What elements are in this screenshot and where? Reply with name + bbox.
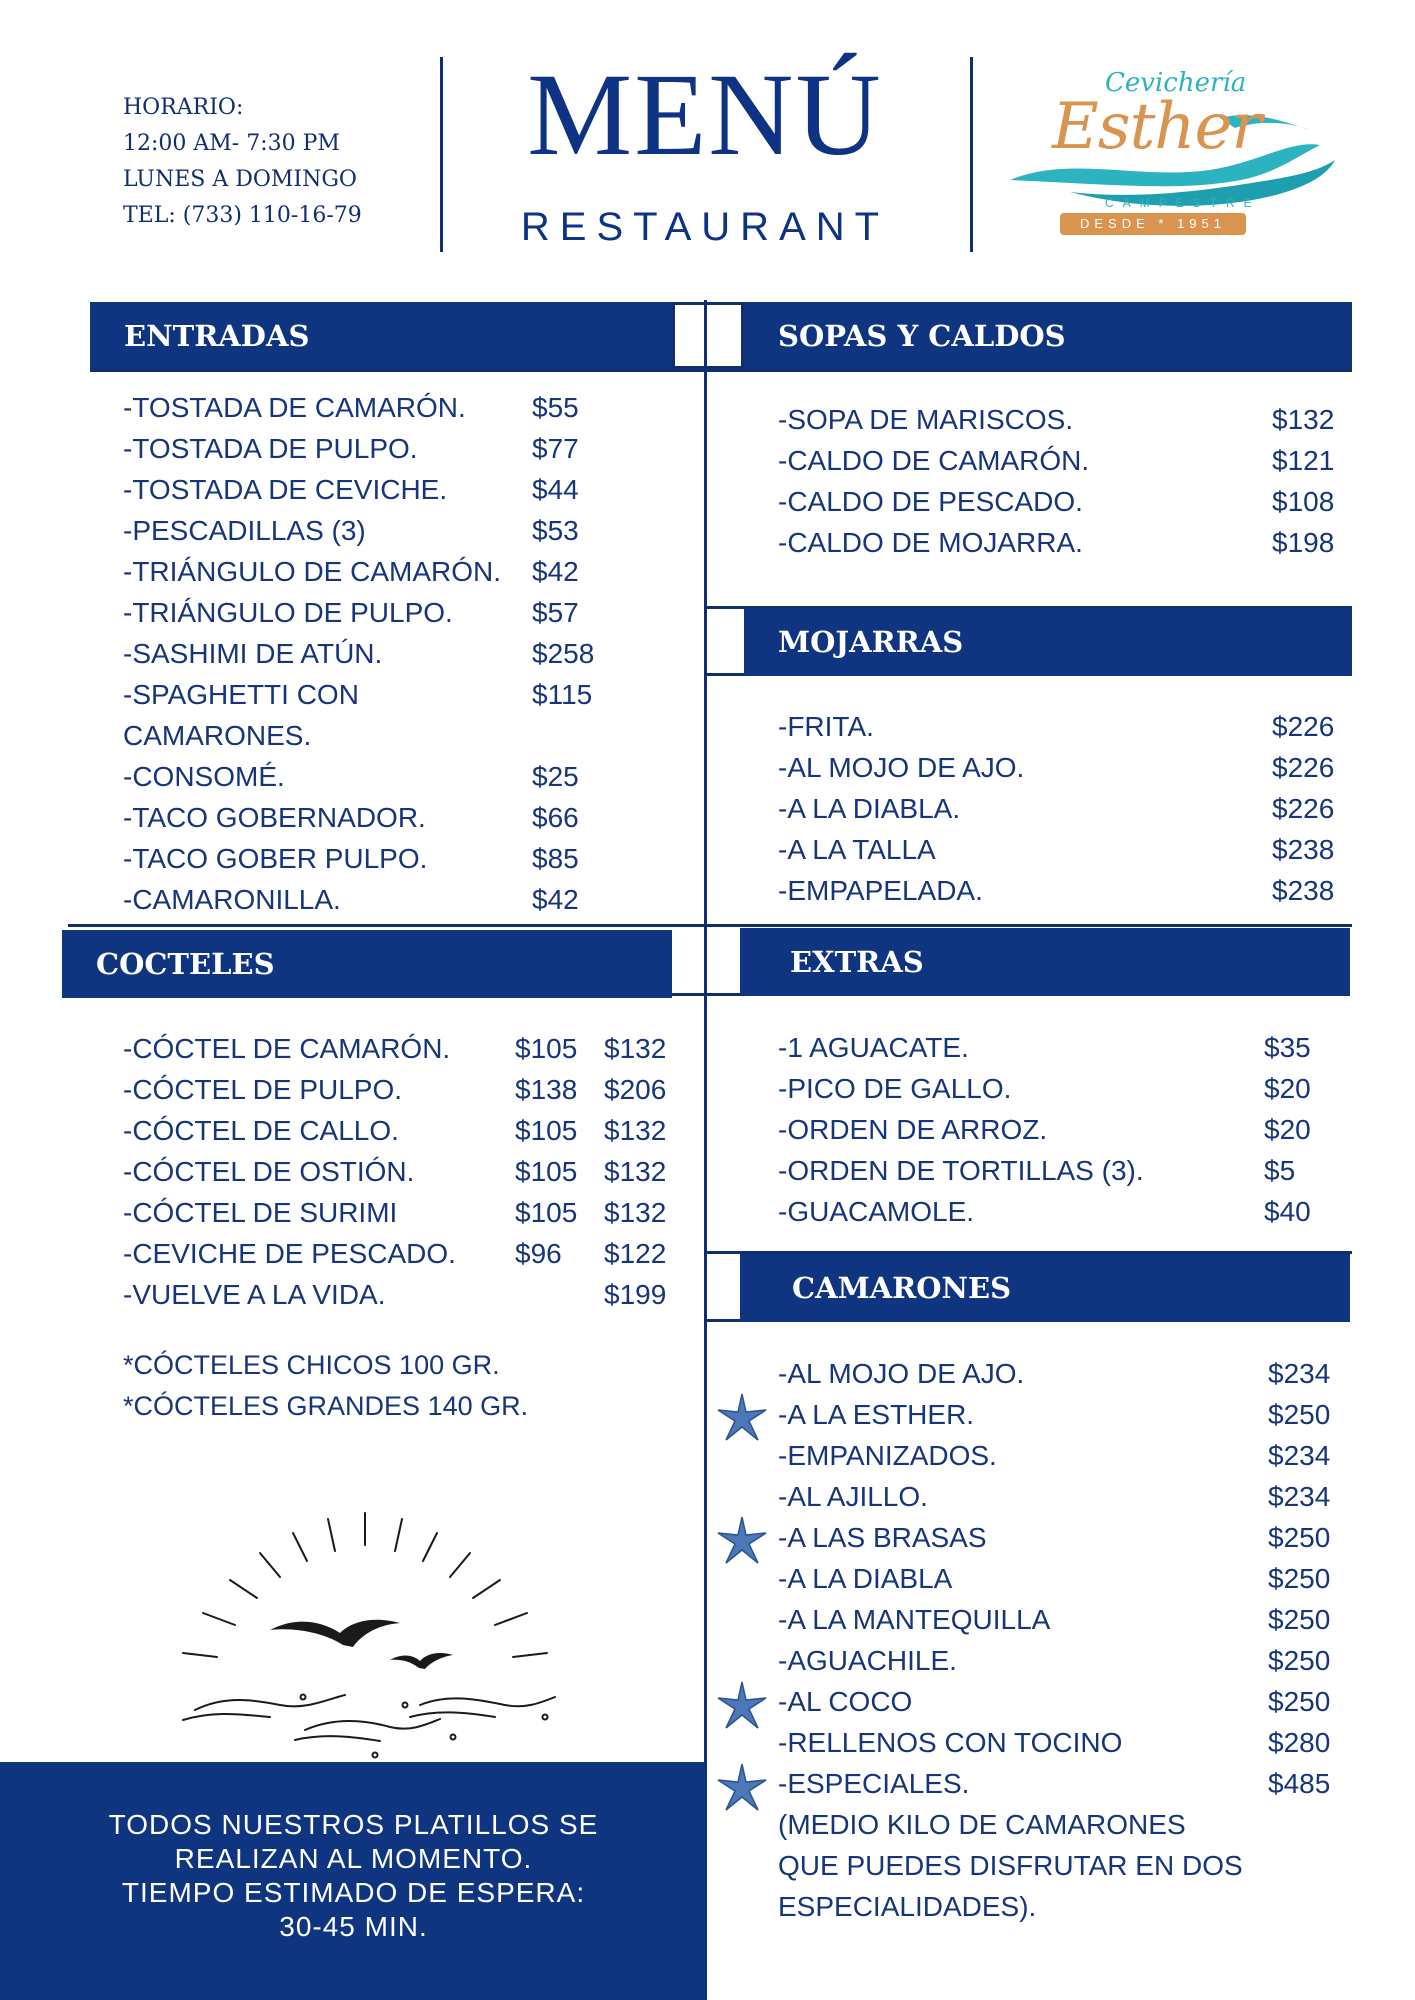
menu-item-price-large: $132 [604,1197,667,1228]
starfish-icon [716,1392,768,1444]
phone-line: TEL: (733) 110-16-79 [123,203,362,228]
menu-item-price: $108 [1272,486,1335,517]
menu-item-name: -A LAS BRASAS [778,1522,987,1553]
menu-item-price: $250 [1268,1399,1331,1430]
menu-item-price-small: $105 [515,1033,578,1064]
menu-item-name: -EMPAPELADA. [778,875,983,906]
menu-item-name: -TOSTADA DE PULPO. [123,433,418,464]
menu-item-name: -CÓCTEL DE CALLO. [123,1115,399,1146]
footer-line: REALIZAN AL MOMENTO. [174,1843,533,1874]
logo-tagline: CAMPESTRE [1105,196,1261,210]
menu-item-name: -TRIÁNGULO DE CAMARÓN. [123,556,502,587]
menu-item-name: -TACO GOBERNADOR. [123,802,426,833]
menu-item-note: ESPECIALIDADES). [778,1891,1037,1922]
menu-item-name: CAMARONES. [123,720,312,751]
section-header-camarones: CAMARONES [740,1254,1350,1322]
menu-item-price-large: $122 [604,1238,667,1269]
menu-item-name: -1 AGUACATE. [778,1032,969,1063]
business-hours [123,90,423,234]
menu-item-price-small: $138 [515,1074,578,1105]
menu-item-price: $234 [1268,1440,1331,1471]
section-bracket [672,302,704,369]
note-line: *CÓCTELES GRANDES 140 GR. [123,1391,529,1421]
menu-item-name: -AL AJILLO. [778,1481,928,1512]
menu-item-price-small: $105 [515,1115,578,1146]
menu-item-price: $115 [532,679,593,710]
menu-item-price: $485 [1268,1768,1331,1799]
menu-item-price-large: $132 [604,1033,667,1064]
menu-item-note: QUE PUEDES DISFRUTAR EN DOS [778,1850,1243,1881]
menu-item-name: -A LA DIABLA [778,1563,953,1594]
cocteles-notes [123,1345,528,1427]
menu-item-price: $5 [1264,1155,1296,1186]
menu-item-name: -SPAGHETTI CON [123,679,359,710]
menu-item-price: $226 [1272,711,1335,742]
menu-item-price-small: $105 [515,1156,578,1187]
menu-item-price: $44 [532,474,579,505]
menu-item-price: $250 [1268,1563,1331,1594]
hours-line: LUNES A DOMINGO [123,167,357,192]
menu-item-name: -A LA DIABLA. [778,793,961,824]
footer-line: TIEMPO ESTIMADO DE ESPERA: [121,1877,586,1908]
menu-item-price: $42 [532,884,579,915]
menu-item-name: -EMPANIZADOS. [778,1440,997,1471]
seagulls-sunrise-icon [155,1505,575,1770]
menu-item-name: -CÓCTEL DE OSTIÓN. [123,1156,415,1187]
restaurant-logo [1010,60,1340,240]
section-bracket [707,608,744,676]
menu-item-price: $57 [532,597,579,628]
menu-item-price: $234 [1268,1358,1331,1389]
menu-item-note: (MEDIO KILO DE CAMARONES [778,1809,1186,1840]
section-header-sopas: SOPAS Y CALDOS [744,302,1352,370]
menu-item-name: -CAMARONILLA. [123,884,341,915]
section-header-entradas: ENTRADAS [90,302,672,370]
menu-item-name: -VUELVE A LA VIDA. [123,1279,386,1310]
section-rule [68,924,1352,927]
menu-item-price: $42 [532,556,579,587]
menu-item-name: -AGUACHILE. [778,1645,957,1676]
menu-item-price: $20 [1264,1114,1311,1145]
logo-since-badge: DESDE * 1951 [1060,213,1246,235]
menu-item-name: -AL MOJO DE AJO. [778,1358,1025,1389]
section-rule [707,369,1352,372]
menu-item-price: $66 [532,802,579,833]
menu-item-name: -CALDO DE CAMARÓN. [778,445,1090,476]
menu-item-price: $132 [1272,404,1335,435]
menu-item-price: $198 [1272,527,1335,558]
menu-item-price: $238 [1272,834,1335,865]
starfish-icon [716,1762,768,1814]
menu-item-price: $40 [1264,1196,1311,1227]
menu-item-name: -PICO DE GALLO. [778,1073,1012,1104]
menu-item-price: $250 [1268,1604,1331,1635]
section-header-cocteles: COCTELES [62,930,672,998]
menu-item-price: $238 [1272,875,1335,906]
page-subtitle: RESTAURANT [520,205,890,249]
footer-message [0,1808,707,1944]
section-bracket [672,930,707,996]
section-bracket [707,1254,740,1322]
menu-item-price-large: $199 [604,1279,667,1310]
menu-item-name: -CALDO DE PESCADO. [778,486,1083,517]
menu-item-name: -SOPA DE MARISCOS. [778,404,1074,435]
footer-line: 30-45 MIN. [279,1911,428,1942]
hours-line: 12:00 AM- 7:30 PM [123,131,340,156]
starfish-icon [716,1680,768,1732]
menu-item-name: -ESPECIALES. [778,1768,970,1799]
menu-item-name: -AL MOJO DE AJO. [778,752,1025,783]
section-header-mojarras: MOJARRAS [744,608,1352,676]
menu-item-name: -CÓCTEL DE PULPO. [123,1074,403,1105]
menu-item-price-small: $96 [515,1238,562,1269]
column-divider [704,300,707,2000]
menu-item-name: -CÓCTEL DE SURIMI [123,1197,398,1228]
menu-item-name: -FRITA. [778,711,874,742]
menu-item-name: -TRIÁNGULO DE PULPO. [123,597,453,628]
starfish-icon [716,1515,768,1567]
note-line: *CÓCTELES CHICOS 100 GR. [123,1350,500,1380]
menu-item-name: -CEVICHE DE PESCADO. [123,1238,456,1269]
section-bracket [707,930,740,996]
menu-item-price: $250 [1268,1645,1331,1676]
menu-item-name: -PESCADILLAS (3) [123,515,366,546]
menu-item-name: -A LA MANTEQUILLA [778,1604,1051,1635]
menu-item-name: -CÓCTEL DE CAMARÓN. [123,1033,451,1064]
page-title: MENÚ [527,49,883,180]
menu-item-price: $280 [1268,1727,1331,1758]
menu-item-name: -GUACAMOLE. [778,1196,975,1227]
header-divider-right [970,57,973,252]
logo-name: Esther [1052,90,1261,164]
hours-line: HORARIO: [123,95,244,120]
menu-item-price: $55 [532,392,579,423]
menu-item-name: -ORDEN DE TORTILLAS (3). [778,1155,1144,1186]
menu-item-price: $25 [532,761,579,792]
menu-item-price: $35 [1264,1032,1311,1063]
menu-item-price: $85 [532,843,579,874]
section-header-extras: EXTRAS [740,928,1350,996]
menu-item-price: $226 [1272,752,1335,783]
menu-item-price: $250 [1268,1686,1331,1717]
menu-item-name: -A LA TALLA [778,834,936,865]
menu-item-name: -SASHIMI DE ATÚN. [123,638,383,669]
section-bracket [707,302,744,369]
menu-item-price: $258 [532,638,595,669]
footer-line: TODOS NUESTROS PLATILLOS SE [108,1809,599,1840]
logo-script-text: Cevichería [1105,68,1247,98]
menu-item-name: -CALDO DE MOJARRA. [778,527,1083,558]
menu-item-price-small: $105 [515,1197,578,1228]
menu-item-price: $53 [532,515,579,546]
menu-item-price-large: $132 [604,1156,667,1187]
menu-item-price: $234 [1268,1481,1331,1512]
menu-item-name: -TACO GOBER PULPO. [123,843,428,874]
menu-item-price: $121 [1272,445,1335,476]
menu-item-price: $226 [1272,793,1335,824]
menu-item-name: -ORDEN DE ARROZ. [778,1114,1048,1145]
header-divider-left [440,57,443,252]
menu-item-name: -A LA ESTHER. [778,1399,975,1430]
menu-item-name: -AL COCO [778,1686,913,1717]
menu-item-name: -RELLENOS CON TOCINO [778,1727,1123,1758]
menu-item-name: -CONSOMÉ. [123,761,285,792]
menu-item-name: -TOSTADA DE CEVICHE. [123,474,448,505]
menu-item-price-large: $206 [604,1074,667,1105]
menu-item-price-large: $132 [604,1115,667,1146]
section-rule [90,369,707,372]
menu-item-name: -TOSTADA DE CAMARÓN. [123,392,466,423]
menu-item-price: $77 [532,433,579,464]
menu-item-price: $250 [1268,1522,1331,1553]
menu-item-price: $20 [1264,1073,1311,1104]
